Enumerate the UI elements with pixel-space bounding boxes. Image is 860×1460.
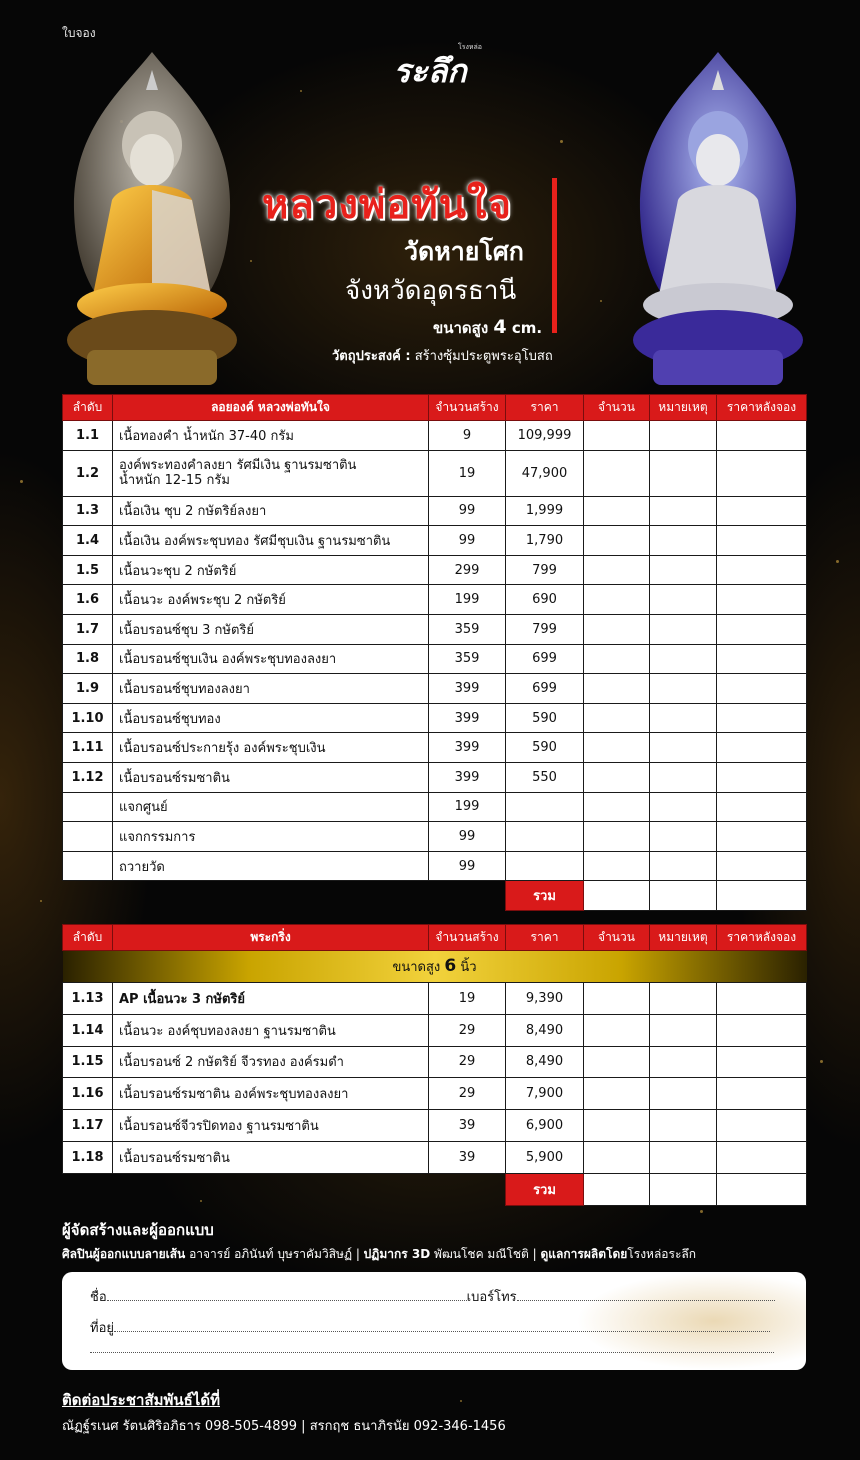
total-note-input[interactable] xyxy=(650,881,717,911)
province-name: จังหวัดอุดรธานี xyxy=(345,276,517,306)
header-amount: จำนวน xyxy=(584,925,650,951)
table-row xyxy=(63,1110,807,1142)
row-number xyxy=(63,792,113,822)
address-field[interactable] xyxy=(114,1322,770,1332)
row-price: 47,900 xyxy=(506,450,584,496)
row-item-name xyxy=(113,450,429,496)
total-row xyxy=(63,881,807,911)
header-no: ลำดับ xyxy=(63,925,113,951)
row-qty-made: 99 xyxy=(429,851,506,881)
row-qty-made: 359 xyxy=(429,644,506,674)
row-note-input[interactable] xyxy=(650,496,717,526)
credits-title: ผู้จัดสร้างและผู้ออกแบบ xyxy=(62,1221,214,1239)
row-number: 1.13 xyxy=(63,983,113,1015)
brand-logo xyxy=(360,42,500,89)
row-price: 699 xyxy=(506,644,584,674)
row-note-input[interactable] xyxy=(650,421,717,451)
header-price: ราคา xyxy=(506,925,584,951)
row-note-input[interactable] xyxy=(650,703,717,733)
row-note-input[interactable] xyxy=(650,614,717,644)
row-qty-made: 29 xyxy=(429,1014,506,1046)
row-qty-made: 399 xyxy=(429,762,506,792)
row-item-name: เนื้อเงิน องค์พระชุบทอง รัศมีชุบเงิน ฐานรมซาติน xyxy=(113,526,429,556)
sculptor-name: พัฒนโชค มณีโชติ xyxy=(434,1247,529,1261)
contact-title: ติดต่อประชาสัมพันธ์ได้ที่ xyxy=(62,1391,220,1409)
row-price: 6,900 xyxy=(506,1110,584,1142)
table-row xyxy=(63,983,807,1015)
size-value: 4 xyxy=(493,316,507,338)
row-amount-input[interactable] xyxy=(584,644,650,674)
purpose-text: สร้างซุ้มประตูพระอุโบสถ xyxy=(414,349,553,364)
header-item-name: ลอยองค์ หลวงพ่อทันใจ xyxy=(113,395,429,421)
table-row xyxy=(63,585,807,615)
row-qty-made: 359 xyxy=(429,614,506,644)
row-price: 690 xyxy=(506,585,584,615)
row-item-name: AP เนื้อนวะ 3 กษัตริย์ xyxy=(113,983,429,1015)
golden-buddha-statue-image xyxy=(62,50,242,390)
row-price: 9,390 xyxy=(506,983,584,1015)
row-note-input[interactable] xyxy=(650,762,717,792)
name-label: ชื่อ xyxy=(90,1290,107,1305)
row-qty-made: 199 xyxy=(429,585,506,615)
total-back-price-input[interactable] xyxy=(717,1173,807,1205)
form-row-address-continued xyxy=(90,1342,774,1357)
row-price: 799 xyxy=(506,614,584,644)
row-price: 550 xyxy=(506,762,584,792)
table-row xyxy=(63,1014,807,1046)
table-row xyxy=(63,822,807,852)
row-amount-input[interactable] xyxy=(584,1078,650,1110)
row-back-price-input[interactable] xyxy=(717,983,807,1015)
producer-label: ดูแลการผลิตโดย xyxy=(540,1247,628,1261)
row-item-name: เนื้อบรอนซ์จีวรปิดทอง ฐานรมซาติน xyxy=(113,1110,429,1142)
row-number: 1.1 xyxy=(63,421,113,451)
row-price: 7,900 xyxy=(506,1078,584,1110)
row-item-name: เนื้อบรอนซ์ประกายรุ้ง องค์พระชุบเงิน xyxy=(113,733,429,763)
row-qty-made: 19 xyxy=(429,983,506,1015)
row-amount-input[interactable] xyxy=(584,1141,650,1173)
row-note-input[interactable] xyxy=(650,792,717,822)
row-amount-input[interactable] xyxy=(584,733,650,763)
header-amount: จำนวน xyxy=(584,395,650,421)
header-qty-made: จำนวนสร้าง xyxy=(429,395,506,421)
row-back-price-input[interactable] xyxy=(717,851,807,881)
row-item-name: เนื้อนวะชุบ 2 กษัตริย์ xyxy=(113,555,429,585)
row-amount-input[interactable] xyxy=(584,792,650,822)
name-field[interactable] xyxy=(107,1291,467,1301)
size-banner-value: 6 xyxy=(444,956,457,976)
size-label: ขนาดสูง xyxy=(433,319,489,337)
row-back-price-input[interactable] xyxy=(717,792,807,822)
phone-field[interactable] xyxy=(517,1291,775,1301)
amulet-size xyxy=(433,316,542,340)
row-item-name: แจกกรรมการ xyxy=(113,822,429,852)
contact-person-2: สรกฤช ธนาภิรนัย 092-346-1456 xyxy=(309,1419,506,1434)
row-amount-input[interactable] xyxy=(584,983,650,1015)
row-amount-input[interactable] xyxy=(584,1046,650,1078)
row-back-price-input[interactable] xyxy=(717,674,807,704)
row-back-price-input[interactable] xyxy=(717,1078,807,1110)
row-number: 1.16 xyxy=(63,1078,113,1110)
row-number: 1.8 xyxy=(63,644,113,674)
row-note-input[interactable] xyxy=(650,1014,717,1046)
artist-name: อาจารย์ อภินันท์ บุษราคัมวิสิษฏ์ xyxy=(189,1247,352,1261)
row-note-input[interactable] xyxy=(650,555,717,585)
total-amount-input[interactable] xyxy=(584,881,650,911)
header-qty-made: จำนวนสร้าง xyxy=(429,925,506,951)
form-row-address xyxy=(90,1317,770,1338)
contact-person-1: ณัฏฐ์รเนศ รัตนศิริอภิธาร 098-505-4899 xyxy=(62,1419,298,1434)
row-qty-made: 399 xyxy=(429,703,506,733)
row-back-price-input[interactable] xyxy=(717,1141,807,1173)
row-note-input[interactable] xyxy=(650,983,717,1015)
row-back-price-input[interactable] xyxy=(717,762,807,792)
row-amount-input[interactable] xyxy=(584,496,650,526)
header-price: ราคา xyxy=(506,395,584,421)
row-number: 1.15 xyxy=(63,1046,113,1078)
row-number: 1.4 xyxy=(63,526,113,556)
artist-label: ศิลปินผู้ออกแบบลายเส้น xyxy=(62,1247,186,1261)
row-note-input[interactable] xyxy=(650,450,717,496)
row-note-input[interactable] xyxy=(650,644,717,674)
row-price xyxy=(506,792,584,822)
table-row xyxy=(63,762,807,792)
row-back-price-input[interactable] xyxy=(717,733,807,763)
row-qty-made: 9 xyxy=(429,421,506,451)
table-row xyxy=(63,644,807,674)
row-amount-input[interactable] xyxy=(584,614,650,644)
total-label: รวม xyxy=(506,1173,584,1205)
address-field-line2[interactable] xyxy=(90,1343,774,1353)
row-price: 590 xyxy=(506,733,584,763)
row-number: 1.7 xyxy=(63,614,113,644)
row-note-input[interactable] xyxy=(650,733,717,763)
row-back-price-input[interactable] xyxy=(717,450,807,496)
size-banner xyxy=(63,951,807,983)
booking-form xyxy=(62,1272,806,1370)
total-note-input[interactable] xyxy=(650,1173,717,1205)
table-row xyxy=(63,526,807,556)
size-banner-label: ขนาดสูง xyxy=(392,960,441,975)
table-row xyxy=(63,1046,807,1078)
header-no: ลำดับ xyxy=(63,395,113,421)
table-row xyxy=(63,555,807,585)
purpose-line xyxy=(332,345,553,366)
temple-name: วัดหายโศก xyxy=(404,237,524,266)
row-item-name: เนื้อนวะ องค์พระชุบ 2 กษัตริย์ xyxy=(113,585,429,615)
row-item-name-line2: น้ำหนัก 12-15 กรัม xyxy=(119,473,230,489)
row-price: 109,999 xyxy=(506,421,584,451)
sculptor-label: ปฏิมากร 3D xyxy=(363,1247,431,1261)
row-back-price-input[interactable] xyxy=(717,1014,807,1046)
row-price xyxy=(506,822,584,852)
row-note-input[interactable] xyxy=(650,1046,717,1078)
address-label: ที่อยู่ xyxy=(90,1321,114,1336)
row-qty-made: 29 xyxy=(429,1046,506,1078)
size-banner-unit: นิ้ว xyxy=(460,960,477,975)
contact-separator: | xyxy=(301,1419,306,1434)
row-item-name: เนื้อเงิน ชุบ 2 กษัตริย์ลงยา xyxy=(113,496,429,526)
row-amount-input[interactable] xyxy=(584,585,650,615)
purpose-label: วัตถุประสงค์ : xyxy=(332,349,411,364)
producer-name: โรงหล่อระลึก xyxy=(627,1247,697,1261)
row-note-input[interactable] xyxy=(650,1141,717,1173)
row-note-input[interactable] xyxy=(650,526,717,556)
row-amount-input[interactable] xyxy=(584,450,650,496)
row-price xyxy=(506,851,584,881)
row-note-input[interactable] xyxy=(650,822,717,852)
row-price: 1,999 xyxy=(506,496,584,526)
row-item-name: เนื้อนวะ องค์ชุบทองลงยา ฐานรมซาติน xyxy=(113,1014,429,1046)
silver-buddha-statue-image xyxy=(628,50,808,390)
row-number: 1.14 xyxy=(63,1014,113,1046)
table-row xyxy=(63,496,807,526)
row-item-name-line1: องค์พระทองคำลงยา รัศมีเงิน ฐานรมซาติน xyxy=(119,458,357,474)
row-back-price-input[interactable] xyxy=(717,526,807,556)
title-divider-bar xyxy=(552,178,557,333)
row-number xyxy=(63,822,113,852)
header-item-name: พระกริ่ง xyxy=(113,925,429,951)
hero-title: หลวงพ่อทันใจ xyxy=(262,182,512,228)
row-back-price-input[interactable] xyxy=(717,585,807,615)
header-note: หมายเหตุ xyxy=(650,925,717,951)
total-row xyxy=(63,1173,807,1205)
table-row xyxy=(63,703,807,733)
table-row xyxy=(63,1141,807,1173)
total-back-price-input[interactable] xyxy=(717,881,807,911)
row-price: 699 xyxy=(506,674,584,704)
table-row xyxy=(63,450,807,496)
row-number: 1.5 xyxy=(63,555,113,585)
row-qty-made: 19 xyxy=(429,450,506,496)
row-number: 1.18 xyxy=(63,1141,113,1173)
row-item-name: เนื้อบรอนซ์รมซาติน xyxy=(113,1141,429,1173)
row-number: 1.10 xyxy=(63,703,113,733)
row-item-name: เนื้อทองคำ น้ำหนัก 37-40 กรัม xyxy=(113,421,429,451)
row-item-name: แจกศูนย์ xyxy=(113,792,429,822)
row-item-name: เนื้อบรอนซ์ชุบทอง xyxy=(113,703,429,733)
row-amount-input[interactable] xyxy=(584,762,650,792)
row-number xyxy=(63,851,113,881)
size-banner-row xyxy=(63,951,807,983)
price-table-standing-amulet xyxy=(62,394,807,911)
row-note-input[interactable] xyxy=(650,674,717,704)
row-back-price-input[interactable] xyxy=(717,555,807,585)
row-amount-input[interactable] xyxy=(584,1014,650,1046)
row-qty-made: 399 xyxy=(429,733,506,763)
row-back-price-input[interactable] xyxy=(717,703,807,733)
table-row xyxy=(63,733,807,763)
row-item-name: เนื้อบรอนซ์ชุบทองลงยา xyxy=(113,674,429,704)
row-qty-made: 99 xyxy=(429,526,506,556)
row-note-input[interactable] xyxy=(650,1110,717,1142)
row-note-input[interactable] xyxy=(650,585,717,615)
row-amount-input[interactable] xyxy=(584,703,650,733)
row-amount-input[interactable] xyxy=(584,851,650,881)
row-price: 799 xyxy=(506,555,584,585)
phone-label: เบอร์โทร xyxy=(466,1290,517,1305)
row-back-price-input[interactable] xyxy=(717,1110,807,1142)
row-number: 1.11 xyxy=(63,733,113,763)
row-amount-input[interactable] xyxy=(584,822,650,852)
document-label: ใบจอง xyxy=(62,26,96,40)
row-qty-made: 39 xyxy=(429,1141,506,1173)
credits-line: ศิลปินผู้ออกแบบลายเส้น อาจารย์ อภินันท์ บุษราคัมวิสิษฏ์ | ปฏิมากร 3D พัฒนโชค มณีโชติ | ดูแลการผลิตโดยโรงหล่อระลึก xyxy=(62,1247,697,1261)
row-item-name: เนื้อบรอนซ์ 2 กษัตริย์ จีวรทอง องค์รมดำ xyxy=(113,1046,429,1078)
header-note: หมายเหตุ xyxy=(650,395,717,421)
row-price: 1,790 xyxy=(506,526,584,556)
row-price: 590 xyxy=(506,703,584,733)
row-item-name: ถวายวัด xyxy=(113,851,429,881)
row-back-price-input[interactable] xyxy=(717,614,807,644)
form-row-name-phone xyxy=(90,1286,775,1307)
brand-name: ระลึก xyxy=(393,52,467,90)
row-back-price-input[interactable] xyxy=(717,421,807,451)
row-qty-made: 99 xyxy=(429,822,506,852)
row-qty-made: 29 xyxy=(429,1078,506,1110)
row-item-name: เนื้อบรอนซ์รมซาติน องค์พระชุบทองลงยา xyxy=(113,1078,429,1110)
row-number: 1.12 xyxy=(63,762,113,792)
row-qty-made: 199 xyxy=(429,792,506,822)
row-number: 1.6 xyxy=(63,585,113,615)
row-amount-input[interactable] xyxy=(584,526,650,556)
row-amount-input[interactable] xyxy=(584,555,650,585)
brand-subtitle: โรงหล่อ xyxy=(457,43,482,51)
table-header-row xyxy=(63,925,807,951)
header-back-price: ราคาหลังจอง xyxy=(717,395,807,421)
table-header-row xyxy=(63,395,807,421)
contact-line xyxy=(62,1415,506,1436)
row-number: 1.2 xyxy=(63,450,113,496)
row-back-price-input[interactable] xyxy=(717,1046,807,1078)
row-number: 1.9 xyxy=(63,674,113,704)
row-amount-input[interactable] xyxy=(584,421,650,451)
row-number: 1.17 xyxy=(63,1110,113,1142)
row-back-price-input[interactable] xyxy=(717,822,807,852)
row-note-input[interactable] xyxy=(650,1078,717,1110)
row-price: 8,490 xyxy=(506,1014,584,1046)
row-price: 8,490 xyxy=(506,1046,584,1078)
table-row xyxy=(63,421,807,451)
header-back-price: ราคาหลังจอง xyxy=(717,925,807,951)
price-table-kring-amulet xyxy=(62,924,807,1206)
row-price: 5,900 xyxy=(506,1141,584,1173)
table-row xyxy=(63,674,807,704)
row-note-input[interactable] xyxy=(650,851,717,881)
row-qty-made: 99 xyxy=(429,496,506,526)
row-amount-input[interactable] xyxy=(584,674,650,704)
row-back-price-input[interactable] xyxy=(717,496,807,526)
table-row xyxy=(63,614,807,644)
table-row xyxy=(63,1078,807,1110)
row-back-price-input[interactable] xyxy=(717,644,807,674)
row-amount-input[interactable] xyxy=(584,1110,650,1142)
row-qty-made: 39 xyxy=(429,1110,506,1142)
row-item-name: เนื้อบรอนซ์ชุบ 3 กษัตริย์ xyxy=(113,614,429,644)
row-qty-made: 399 xyxy=(429,674,506,704)
total-amount-input[interactable] xyxy=(584,1173,650,1205)
total-label: รวม xyxy=(506,881,584,911)
table-row xyxy=(63,792,807,822)
row-qty-made: 299 xyxy=(429,555,506,585)
row-item-name: เนื้อบรอนซ์ชุบเงิน องค์พระชุบทองลงยา xyxy=(113,644,429,674)
size-unit: cm. xyxy=(511,319,543,337)
row-item-name: เนื้อบรอนซ์รมซาติน xyxy=(113,762,429,792)
table-row xyxy=(63,851,807,881)
row-number: 1.3 xyxy=(63,496,113,526)
